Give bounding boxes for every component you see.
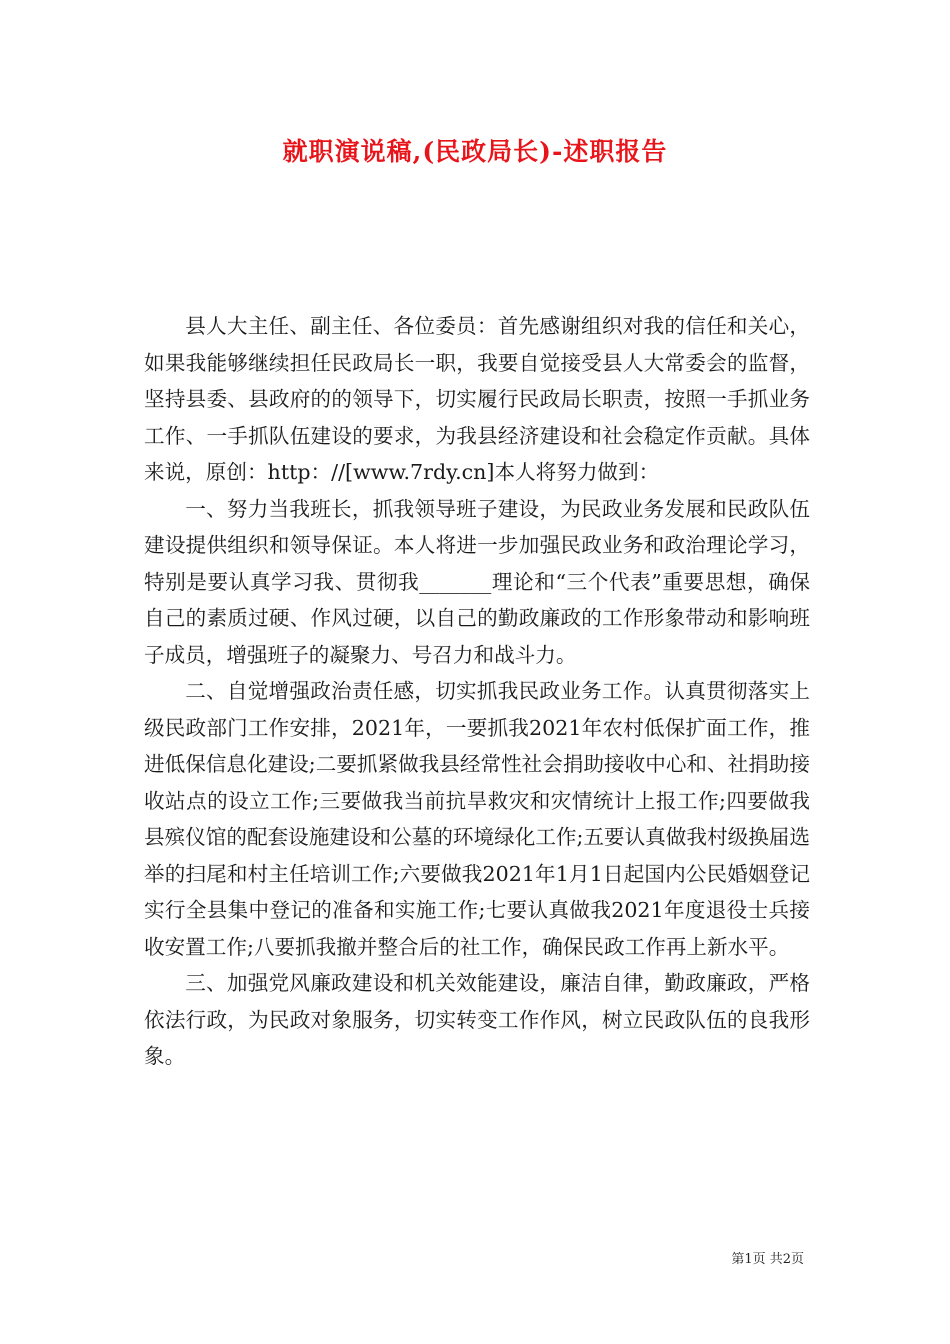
page-number: 第1页 共2页 xyxy=(731,1252,804,1267)
paragraph-greeting: 县人大主任、副主任、各位委员：首先感谢组织对我的信任和关心，如果我能够继续担任民政局长一职，我要自觉接受县人大常委会的监督，坚持县委、县政府的的领导下，切实履行民政局长职责，按照一手抓业务工作、一手抓队伍建设的要求，为我县经济建设和社会稳定作贡献。具体来说，原创：http：//[www.7rdy.cn]本人将努力做到： xyxy=(144,314,810,484)
document-body xyxy=(144,308,810,1075)
paragraph-point-one: 一、努力当我班长，抓我领导班子建设，为民政业务发展和民政队伍建设提供组织和领导保证。本人将进一步加强民政业务和政治理论学习，特别是要认真学习我、贯彻我_______理论和“三个代表”重要思想，确保自己的素质过硬、作风过硬，以自己的勤政廉政的工作形象带动和影响班子成员，增强班子的凝聚力、号召力和战斗力。 xyxy=(144,496,810,667)
paragraph-point-two: 二、自觉增强政治责任感，切实抓我民政业务工作。认真贯彻落实上级民政部门工作安排，2021年，一要抓我2021年农村低保扩面工作，推进低保信息化建设;二要抓紧做我县经常性社会捐助接收中心和、社捐助接收站点的设立工作;三要做我当前抗旱救灾和灾情统计上报工作;四要做我县殡仪馆的配套设施建设和公墓的环境绿化工作;五要认真做我村级换届选举的扫尾和村主任培训工作;六要做我2021年1月1日起国内公民婚姻登记实行全县集中登记的准备和实施工作;七要认真做我2021年度退役士兵接收安置工作;八要抓我撤并整合后的社工作，确保民政工作再上新水平。 xyxy=(144,679,810,959)
paragraph-point-three: 三、加强党风廉政建设和机关效能建设，廉洁自律，勤政廉政，严格依法行政，为民政对象服务，切实转变工作作风，树立民政队伍的良我形象。 xyxy=(144,971,810,1068)
document-title: 就职演说稿,(民政局长)-述职报告 xyxy=(282,137,668,166)
